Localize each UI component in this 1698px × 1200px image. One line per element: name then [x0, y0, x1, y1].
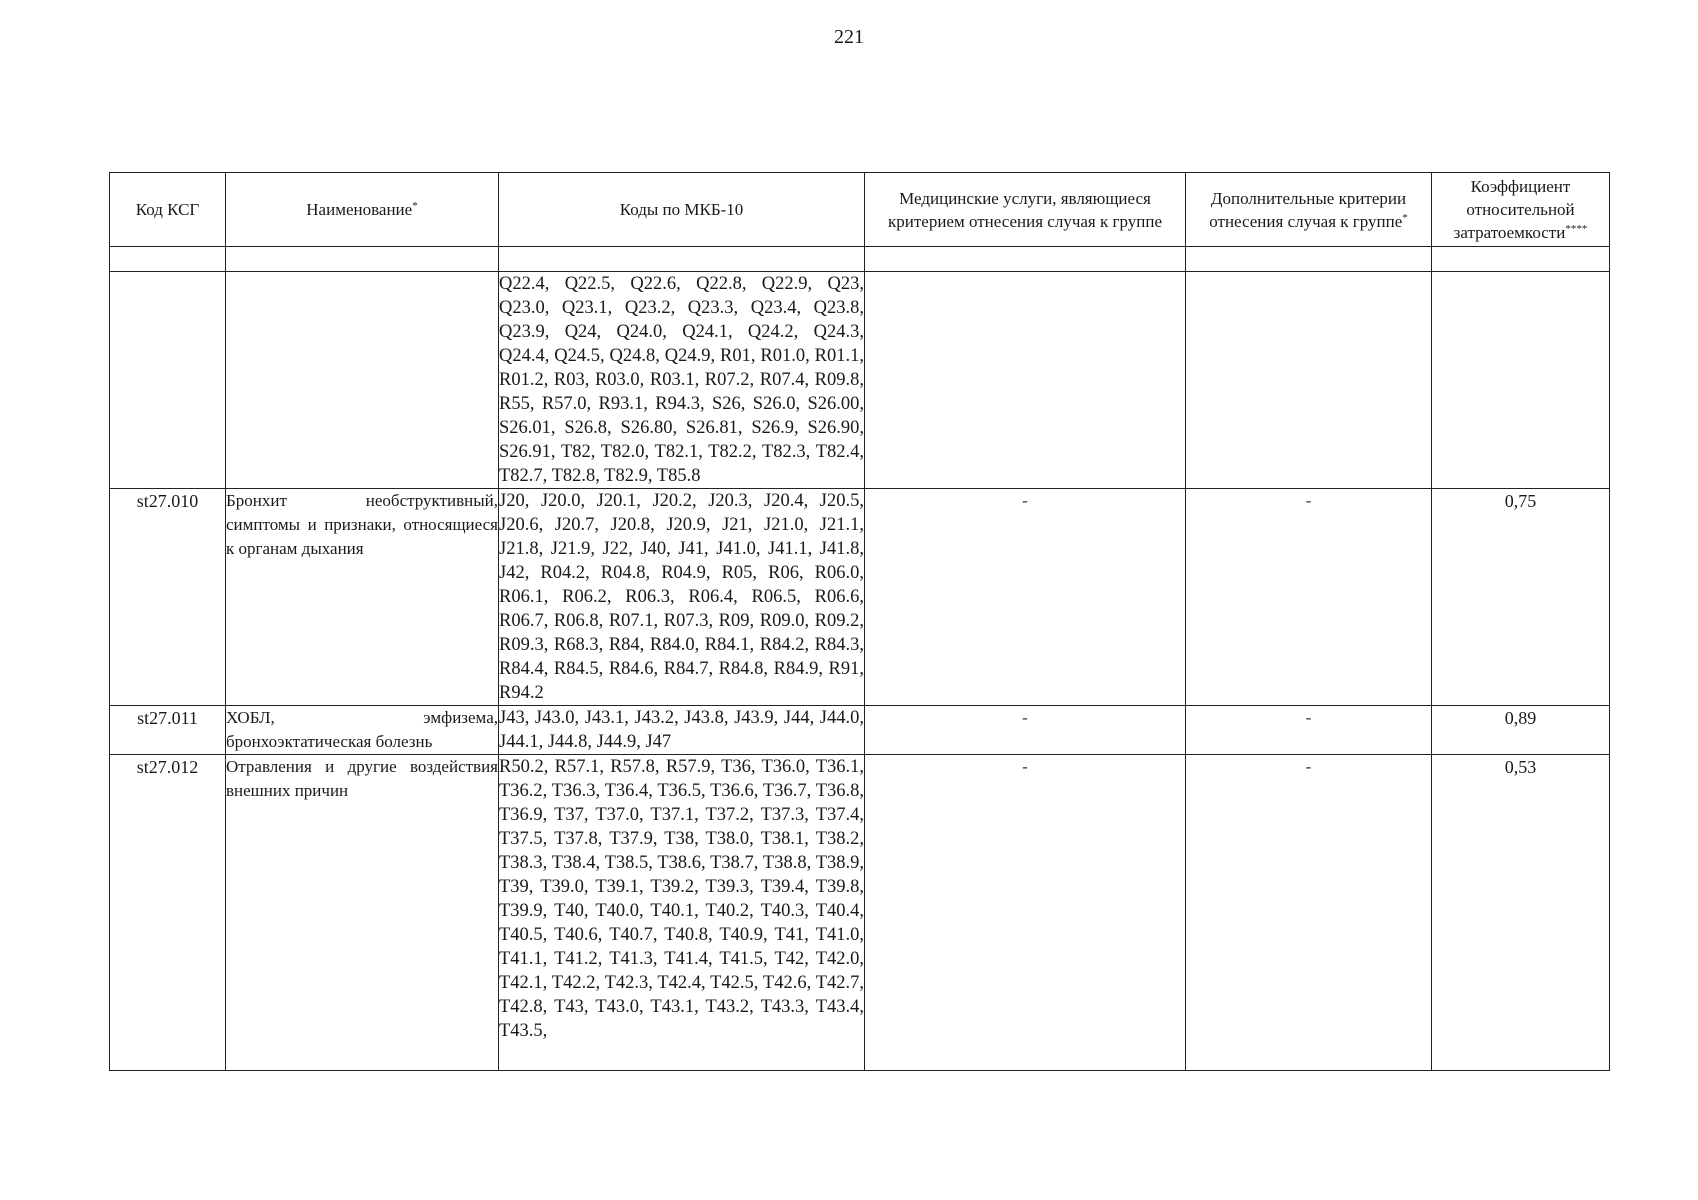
- footnote-mark: *: [1402, 211, 1408, 224]
- criteria-cell: -: [1186, 755, 1432, 1071]
- ksg-code-cell: st27.012: [110, 755, 226, 1071]
- ksg-table: [109, 172, 1610, 1071]
- page-number: 221: [834, 26, 864, 48]
- header-mkb: Коды по МКБ-10: [499, 173, 865, 247]
- ksg-code-cell: st27.011: [110, 706, 226, 755]
- table-row: [110, 489, 1610, 706]
- header-coef: Коэффициент относительной затратоемкости****: [1432, 173, 1610, 247]
- table-row: [110, 706, 1610, 755]
- header-services: Медицинские услуги, являющиеся критерием отнесения случая к группе: [865, 173, 1186, 247]
- mkb-codes-cell: Q22.4, Q22.5, Q22.6, Q22.8, Q22.9, Q23, Q23.0, Q23.1, Q23.2, Q23.3, Q23.4, Q23.8, Q23.9, Q24, Q24.0, Q24.1, Q24.2, Q24.3, Q24.4, Q24.5, Q24.8, Q24.9, R01, R01.0, R01.1, R01.2, R03, R03.0, R03.1, R07.2, R07.4, R09.8, R55, R57.0, R93.1, R94.3, S26, S26.0, S26.00, S26.01, S26.8, S26.80, S26.81, S26.9, S26.90, S26.91, T82, T82.0, T82.1, T82.2, T82.3, T82.4, T82.7, T82.8, T82.9, T85.8: [499, 272, 865, 489]
- mkb-codes-cell: J43, J43.0, J43.1, J43.2, J43.8, J43.9, J44, J44.0, J44.1, J44.8, J44.9, J47: [499, 706, 865, 755]
- services-cell: -: [865, 706, 1186, 755]
- coefficient-cell: 0,53: [1432, 755, 1610, 1071]
- coefficient-cell: [1432, 272, 1610, 489]
- footnote-mark: ****: [1565, 223, 1588, 235]
- coefficient-cell: 0,89: [1432, 706, 1610, 755]
- services-cell: -: [865, 489, 1186, 706]
- coefficient-cell: 0,75: [1432, 489, 1610, 706]
- services-cell: [865, 272, 1186, 489]
- mkb-codes-cell: J20, J20.0, J20.1, J20.2, J20.3, J20.4, J20.5, J20.6, J20.7, J20.8, J20.9, J21, J21.0, J21.1, J21.8, J21.9, J22, J40, J41, J41.0, J41.1, J41.8, J42, R04.2, R04.8, R04.9, R05, R06, R06.0, R06.1, R06.2, R06.3, R06.4, R06.5, R06.6, R06.7, R06.8, R07.1, R07.3, R09, R09.0, R09.2, R09.3, R68.3, R84, R84.0, R84.1, R84.2, R84.3, R84.4, R84.5, R84.6, R84.7, R84.8, R84.9, R91, R94.2: [499, 489, 865, 706]
- header-criteria: Дополнительные критерии отнесения случая к группе*: [1186, 173, 1432, 247]
- criteria-cell: -: [1186, 706, 1432, 755]
- ksg-name-cell: [226, 272, 499, 489]
- table-row: [110, 272, 1610, 489]
- header-code: Код КСГ: [110, 173, 226, 247]
- mkb-codes-cell: R50.2, R57.1, R57.8, R57.9, T36, T36.0, T36.1, T36.2, T36.3, T36.4, T36.5, T36.6, T36.7, T36.8, T36.9, T37, T37.0, T37.1, T37.2, T37.3, T37.4, T37.5, T37.8, T37.9, T38, T38.0, T38.1, T38.2, T38.3, T38.4, T38.5, T38.6, T38.7, T38.8, T38.9, T39, T39.0, T39.1, T39.2, T39.3, T39.4, T39.8, T39.9, T40, T40.0, T40.1, T40.2, T40.3, T40.4, T40.5, T40.6, T40.7, T40.8, T40.9, T41, T41.0, T41.1, T41.2, T41.3, T41.4, T41.5, T42, T42.0, T42.1, T42.2, T42.3, T42.4, T42.5, T42.6, T42.7, T42.8, T43, T43.0, T43.1, T43.2, T43.3, T43.4, T43.5,: [499, 755, 865, 1071]
- criteria-cell: [1186, 272, 1432, 489]
- ksg-code-cell: st27.010: [110, 489, 226, 706]
- header-name: Наименование*: [226, 173, 499, 247]
- footnote-mark: *: [412, 200, 418, 212]
- criteria-cell: -: [1186, 489, 1432, 706]
- ksg-code-cell: [110, 272, 226, 489]
- ksg-name-cell: ХОБЛ, эмфизема, бронхоэктатическая болезнь: [226, 706, 499, 755]
- table-row: [110, 755, 1610, 1071]
- services-cell: -: [865, 755, 1186, 1071]
- header-row: [110, 173, 1610, 247]
- spacer-row: [110, 247, 1610, 272]
- ksg-name-cell: Отравления и другие воздействия внешних причин: [226, 755, 499, 1071]
- ksg-name-cell: Бронхит необструктивный, симптомы и признаки, относящиеся к органам дыхания: [226, 489, 499, 706]
